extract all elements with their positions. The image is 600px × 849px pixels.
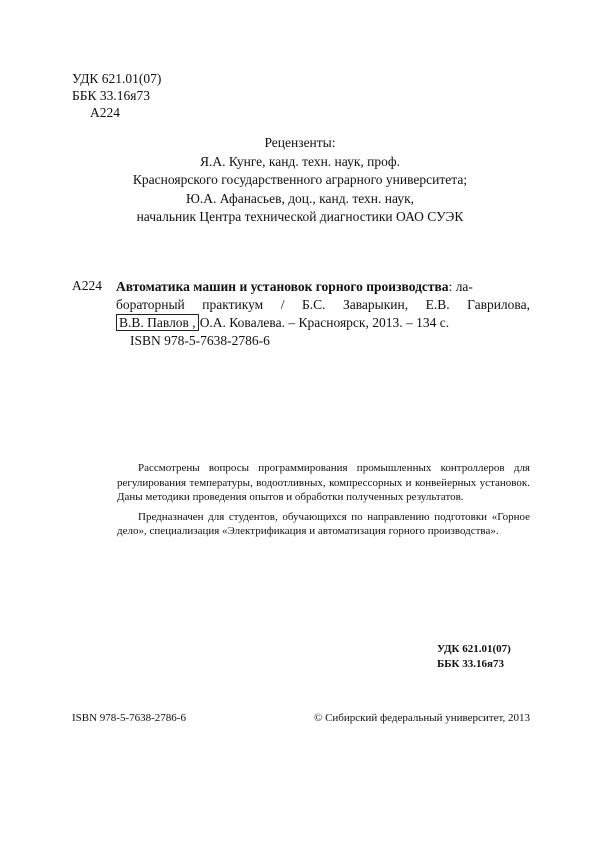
footer-isbn: ISBN 978-5-7638-2786-6 <box>72 712 186 724</box>
book-title: Автоматика машин и установок горного производства <box>116 279 449 294</box>
biblio-line-1 <box>116 278 530 296</box>
annotation-paragraph: Рассмотрены вопросы программирования промышленных контроллеров для регулирования температуры, водоотливных, компрессорных и конвейерных установок. Даны методики проведения опытов и обработки полученных результатов. <box>117 462 530 503</box>
biblio-line-3 <box>116 314 530 332</box>
bottom-bbk-code: ББК 33.16я73 <box>437 657 504 670</box>
reviewers-block <box>0 134 600 227</box>
biblio-line-2: бораторный практикум / Б.С. Заварыкин, Е.В. Гаврилова, <box>116 297 530 312</box>
biblio-line-1-rest: : ла- <box>448 279 473 294</box>
bottom-udk-code: УДК 621.01(07) <box>437 643 511 655</box>
bottom-classification-codes <box>437 642 511 671</box>
highlighted-author: В.В. Павлов , <box>116 314 199 331</box>
annotation-block <box>117 461 530 544</box>
reviewer-line: начальник Центра технической диагностики ОАО СУЭК <box>136 209 464 224</box>
reviewers-title: Рецензенты: <box>264 135 336 150</box>
reviewer-line: Я.А. Кунге, канд. техн. наук, проф. <box>199 153 400 169</box>
reviewer-line: Ю.А. Афанасьев, доц., канд. техн. наук, <box>185 190 415 206</box>
reviewer-line: Красноярского государственного аграрного университета; <box>132 172 468 187</box>
bbk-code: ББК 33.16я73 <box>72 88 150 103</box>
footer-copyright: © Сибирский федеральный университет, 2013 <box>313 712 530 724</box>
annotation-paragraph: Предназначен для студентов, обучающихся по направлению подготовки «Горное дело», специализация «Электрификация и автоматизация горного производства». <box>117 510 530 537</box>
biblio-line-3-rest: О.А. Ковалева. – Красноярск, 2013. – 134 с. <box>199 315 450 330</box>
biblio-author-mark: А224 <box>72 278 102 293</box>
author-mark: А224 <box>90 105 120 120</box>
biblio-isbn: ISBN 978-5-7638-2786-6 <box>130 333 270 348</box>
udk-code: УДК 621.01(07) <box>72 71 162 86</box>
bibliographic-record <box>116 278 530 350</box>
